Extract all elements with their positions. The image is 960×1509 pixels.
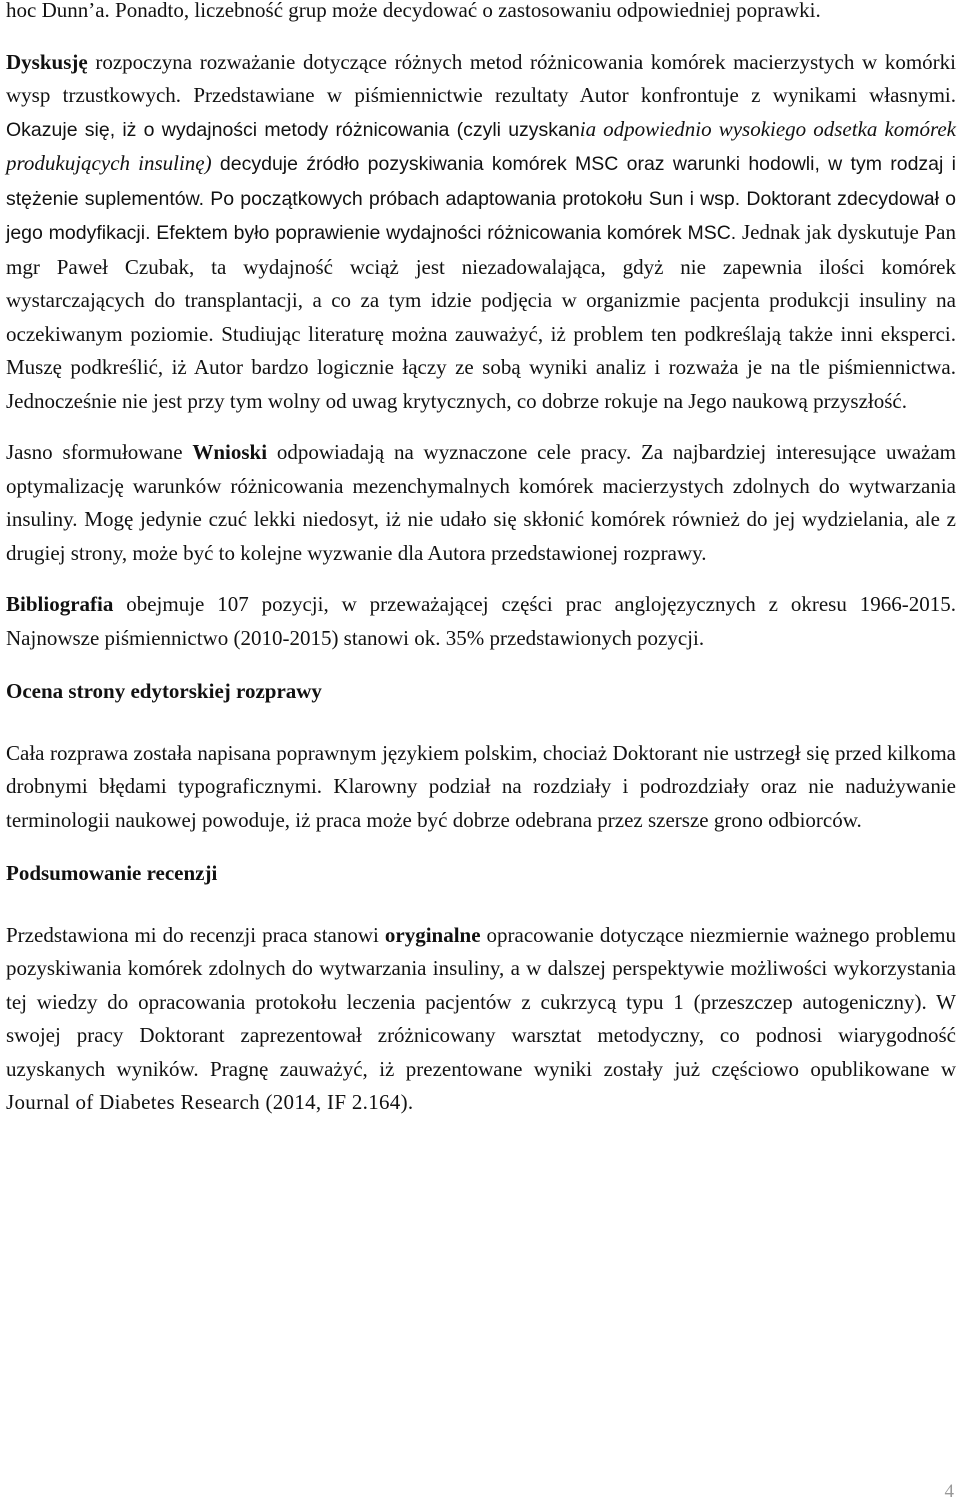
text-span: W swojej pracy Doktorant zaprezentował zróżnicowany warsztat metodyczny, co podnosi wiarygodność uzyskanych wyników. Pragnę zauważyć, iż prezentowane wyniki zostały już częściowo opublikowane w [6,989,956,1081]
text-span: Za najbardziej interesujące uważam optymalizację warunków różnicowania mezenchymalnych komórek macierzystych zdolnych do wytwarzania insuliny. Mogę jedynie czuć lekki niedosyt, iż nie udało się skłonić komórek również do jej wydzielania, ale z drugiej strony, może być to kolejne wyzwanie dla Autora przedstawionej rozprawy. [6,440,956,565]
text-span: Jasno sformułowane [6,440,193,464]
text-span-italic: ia odpowiednio wysokiego odsetka komórek produkujących insulinę) [6,116,956,175]
text-span: odpowiadają na wyznaczone cele pracy. [267,440,641,464]
text-span: decyduje źródło pozyskiwania komórek MSC oraz warunki hodowli, w tym rodzaj i stężenie suplementów. Po początkowych próbach adaptowania protokołu Sun i wsp. Doktorant zdecydował o jego modyfikacji. Efektem było poprawienie wydajności różnicowania komórek MSC. [6,153,956,244]
text-span: Jednak jak dyskutuje Pan mgr Paweł Czubak, ta wydajność wciąż jest niezadowalająca, gdyż nie zapewnia ilości komórek wystarczających do transplantacji, a co za tym idzie podjęcia w organizmie pacjenta produkcji insuliny na oczekiwanym poziomie. Studiując literaturę można zauważyć, iż problem ten podkreślają także inni eksperci. [6,220,956,346]
paragraph-stats-continuation [6,0,956,28]
discussion-heading-word: Dyskusję [6,49,88,74]
text-span: obejmuje 107 pozycji, w przeważającej części prac anglojęzycznych z okresu 1966-2015. Najnowsze piśmiennictwo (2010-2015) stanowi ok. 35% przedstawionych pozycji. [6,592,956,650]
text-span: hoc Dunn’a. Ponadto, liczebność grup może decydować o zastosowaniu odpowiedniej poprawki. [6,0,821,22]
text-span: Klarowny podział na rozdziały i podrozdziały oraz nie nadużywanie terminologii naukowej powoduje, iż praca może być dobrze odebrana przez szersze grono odbiorców. [6,774,956,832]
original-word: oryginalne [384,922,481,947]
section-heading-summary: Podsumowanie recenzji [6,861,218,885]
section-heading-editorial: Ocena strony edytorskiej rozprawy [6,679,322,703]
conclusions-word: Wnioski [192,440,268,464]
text-span: Muszę podkreślić, iż Autor bardzo logicznie łączy ze sobą wyniki analiz i rozważa je na tle piśmiennictwa. Jednocześnie nie jest przy tym wolny od uwag krytycznych, co dobrze rokuje na Jego naukową przyszłość. [6,355,956,413]
paragraph-bibliography [6,588,956,655]
text-span: Przedstawiona mi do recenzji praca stanowi [6,922,385,947]
text-span: Cała rozprawa została napisana poprawnym językiem polskim, chociaż Doktorant nie ustrzegł się przed kilkoma drobnymi błędami typograficznymi. [6,740,956,798]
journal-citation: Journal of Diabetes Research (2014, IF 2.164). [6,1090,414,1114]
text-span: Okazuje się, iż o wydajności metody różnicowania (czyli uzyskan [6,118,580,141]
page-number: 4 [944,1481,954,1502]
paragraph-summary [6,919,956,1120]
paragraph-discussion [6,46,956,419]
text-span: rozpoczyna rozważanie dotyczące różnych metod różnicowania komórek macierzystych w komórki wysp trzustkowych. Przedstawiane w piśmiennictwie rezultaty Autor konfrontuje z wynikami własnymi. [6,49,956,107]
bibliography-word: Bibliografia [6,592,114,616]
text-span: opracowanie dotyczące niezmiernie ważnego problemu pozyskiwania komórek zdolnych do wytwarzania insuliny, a w dalszej perspektywie możliwości wykorzystania tej wiedzy do opracowania protokołu leczenia pacjentów z cukrzycą typu 1 (przeszczep autogeniczny). [6,922,956,1014]
document-page [6,0,956,1120]
paragraph-editorial [6,737,956,838]
paragraph-conclusions [6,436,956,570]
